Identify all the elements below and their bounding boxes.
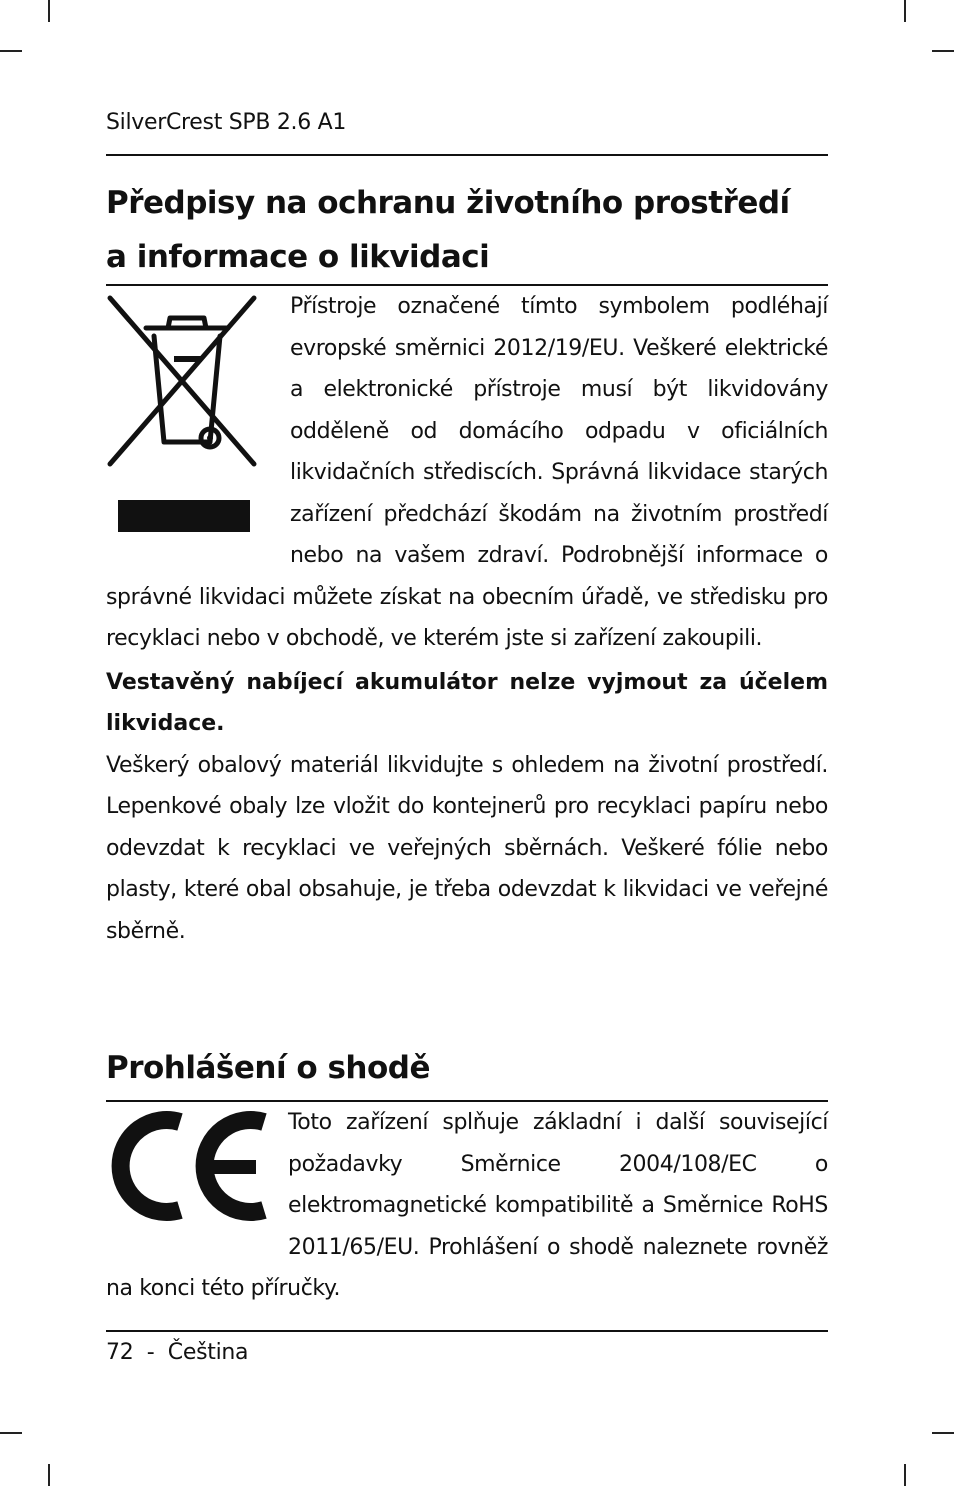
battery-note: Vestavěný nabíjecí akumulátor nelze vyjmout za účelem likvidace. [106, 669, 828, 736]
footer-rule [106, 1330, 828, 1332]
crop-mark [0, 50, 22, 52]
section-title-environment [106, 176, 790, 284]
header-rule [106, 154, 828, 156]
crop-mark [48, 0, 50, 22]
crop-mark [48, 1464, 50, 1486]
packaging-paragraph: Veškerý obalový materiál likvidujte s ohledem na životní prostředí. Lepenkové obaly lze vložit do kontejnerů pro recyklaci papíru nebo odevzdat k recyklaci ve veřejných sběrnách. Veškeré fólie nebo plasty, které obal obsahuje, je třeba odevzdat k likvidaci ve veřejné sběrně. [106, 752, 828, 944]
title-line-1: Předpisy na ochranu životního prostředí [106, 185, 790, 221]
crop-mark [932, 50, 954, 52]
weee-paragraph: Přístroje označené tímto symbolem podléhají evropské směrnici 2012/19/EU. Veškeré elektrické a elektronické přístroje musí být likvidovány odděleně od domácího odpadu v oficiálních likvidačních střediscích. Správná likvidace starých zařízení předchází škodám na životním prostředí nebo na vašem zdraví. Podrobnější informace o správné likvidaci můžete získat na obecním úřadě, ve středisku pro recyklaci nebo v obchodě, ve kterém jste si zařízení zakoupili. [106, 294, 828, 651]
conformity-section-body [106, 1102, 828, 1310]
environment-section-body [106, 286, 828, 952]
running-header: SilverCrest SPB 2.6 A1 [106, 110, 347, 135]
crop-mark [0, 1432, 22, 1434]
conformity-paragraph: Toto zařízení splňuje základní i další související požadavky Směrnice 2004/108/EC o elektromagnetické kompatibilitě a Směrnice RoHS 2011/65/EU. Prohlášení o shodě naleznete rovněž na konci této příručky. [106, 1110, 828, 1301]
crop-mark [904, 1464, 906, 1486]
weee-bin-icon [106, 292, 290, 542]
crop-mark [904, 0, 906, 22]
title-line-2: a informace o likvidaci [106, 239, 490, 275]
page-footer: 72 - Čeština [106, 1340, 249, 1365]
crop-mark [932, 1432, 954, 1434]
ce-mark-icon [106, 1110, 288, 1230]
section-title-conformity: Prohlášení o shodě [106, 1050, 431, 1086]
